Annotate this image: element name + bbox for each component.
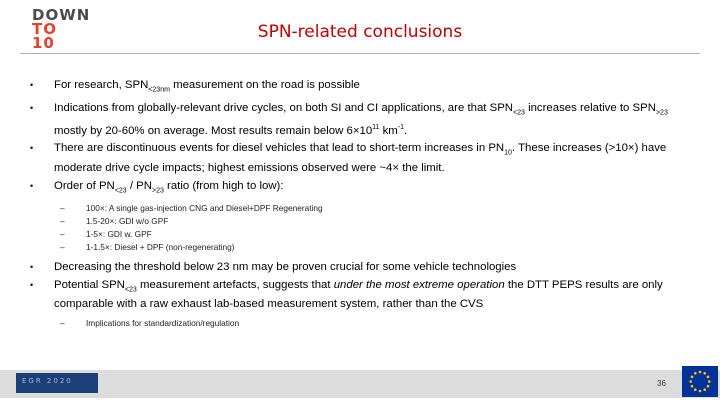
text: ratio (from high to low): [163, 179, 284, 192]
text: km [379, 124, 398, 137]
text: There are discontinuous events for diesel vehicles that lead to short-term increases in PN [54, 142, 505, 155]
emphasis-text: under the most extreme operation [333, 278, 505, 291]
dash-icon: – [60, 215, 65, 226]
text: Order of PN [54, 179, 115, 192]
list-item [30, 215, 690, 228]
text: / PN [126, 179, 152, 192]
list-item-text: 1-5×: GDI w. GPF [86, 228, 152, 239]
bullet-dot-icon: • [30, 143, 34, 154]
subscript: >23 [655, 109, 668, 117]
subscript: <23 [124, 286, 137, 294]
slide-title: SPN-related conclusions [257, 22, 463, 42]
event-logo [16, 373, 98, 393]
bullet-artefacts [30, 278, 690, 311]
ratio-list [30, 202, 690, 254]
subscript: >23 [151, 186, 164, 194]
text: measurement artefacts, suggests that [136, 278, 334, 291]
superscript: -1 [397, 123, 405, 131]
dash-icon: – [60, 241, 65, 252]
list-item-text: 100×: A single gas-injection CNG and Diesel+DPF Regenerating [86, 202, 323, 213]
subscript: <23nm [148, 86, 170, 94]
text: increases relative to SPN [524, 102, 656, 115]
title-divider [20, 53, 700, 54]
list-item-text: 1-1.5×: Diesel + DPF (non-regenerating) [86, 241, 235, 252]
text: . These increases (>10×) have moderate drive cycle impacts; highest emissions observed were ~4× the limit. [54, 142, 667, 174]
list-item-text: Implications for standardization/regulation [86, 318, 240, 329]
bullet-dot-icon: • [30, 80, 34, 90]
eu-flag-icon [682, 366, 718, 397]
list-item [30, 202, 690, 215]
event-logo-text: EGR 2020 [22, 377, 73, 385]
text: Potential SPN [54, 278, 125, 291]
bullet-road-measurement [30, 78, 690, 97]
text: measurement on the road is possible [169, 79, 360, 91]
bullet-dot-icon: • [30, 180, 34, 191]
dash-icon: – [60, 228, 65, 239]
list-item [30, 241, 690, 254]
bullet-threshold [30, 260, 690, 274]
dash-icon: – [60, 202, 65, 213]
logo-line-3: 10 [32, 34, 55, 52]
text: Decreasing the threshold below 23 nm may be proven crucial for some vehicle technologies [54, 260, 517, 273]
bullet-dot-icon: • [30, 261, 34, 272]
bullet-dot-icon: • [30, 279, 34, 290]
dash-icon: – [60, 318, 65, 329]
page-number: 36 [657, 379, 666, 388]
logo-line-1: DOWN [32, 6, 91, 24]
bullet-discontinuous-events [30, 141, 690, 174]
bullet-drive-cycles [30, 101, 690, 137]
footer-bar [0, 370, 720, 398]
bullet-dot-icon: • [30, 103, 34, 114]
implications-list [30, 317, 690, 330]
superscript: 11 [372, 123, 380, 131]
logo-line-2: TO [32, 20, 57, 38]
subscript: <23 [114, 186, 127, 194]
eu-stars-icon [682, 366, 718, 397]
subscript: 10 [504, 149, 512, 157]
subscript: <23 [513, 109, 525, 117]
text: Indications from globally-relevant drive cycles, on both SI and CI applications, are that SPN [54, 102, 514, 115]
bullet-ratio-order [30, 179, 690, 198]
text: mostly by 20-60% on average. Most results remain below 6×10 [54, 124, 373, 137]
text: For research, SPN [54, 79, 149, 91]
slide-body [30, 78, 690, 330]
list-item [30, 317, 690, 330]
text: the DTT PEPS results are only comparable with a raw exhaust lab-based measurement system, rather than the CVS [54, 278, 663, 311]
list-item [30, 228, 690, 241]
text: . [404, 124, 408, 137]
list-item-text: 1.5-20×: GDI w/o GPF [86, 215, 169, 226]
